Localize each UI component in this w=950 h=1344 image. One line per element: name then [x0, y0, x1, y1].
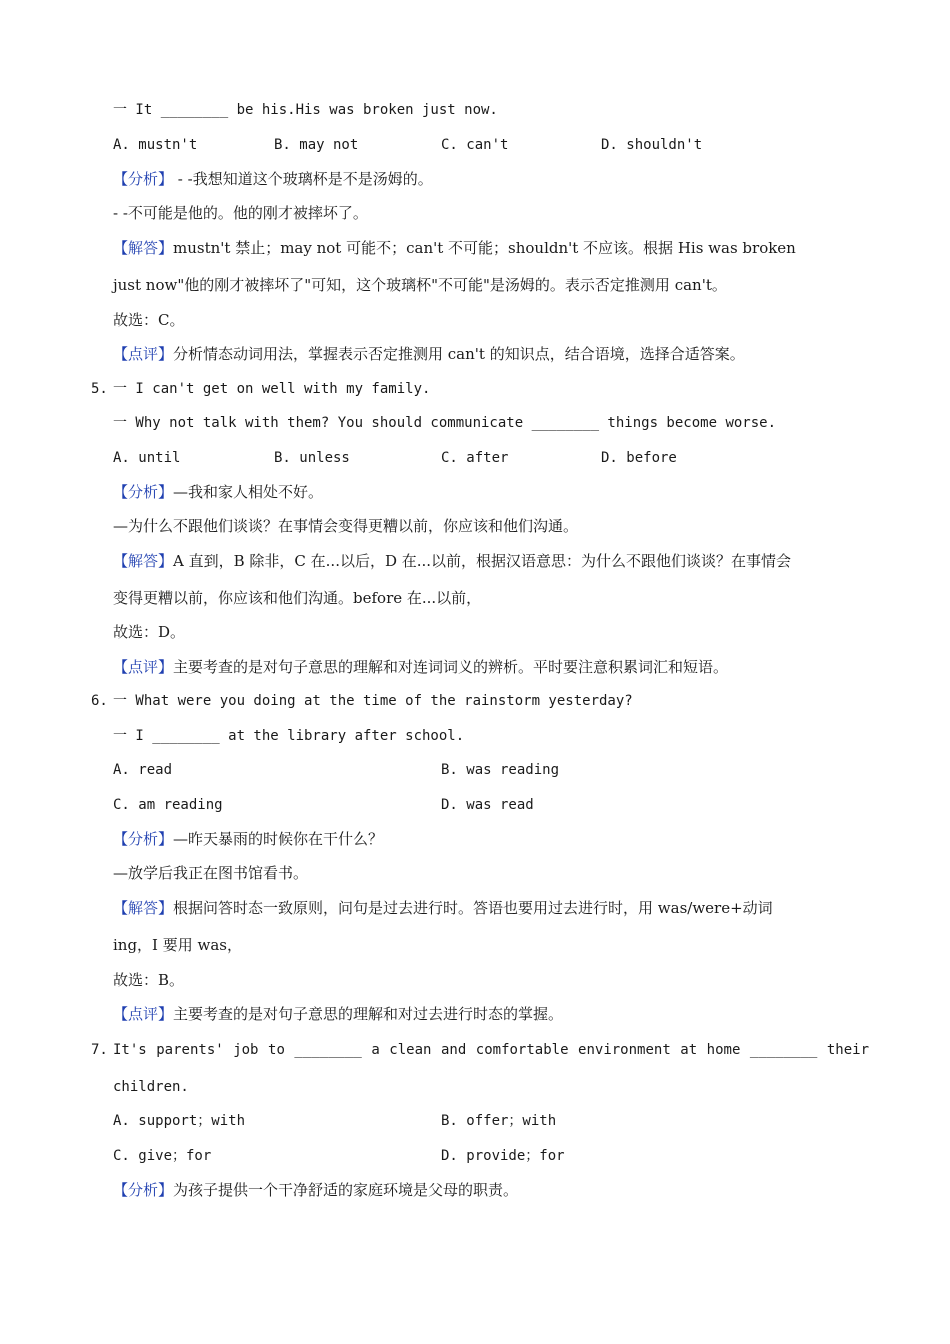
q5-option-d: D. before: [601, 450, 677, 466]
q4-answer: [113, 238, 796, 258]
q6-answer-text: 根据问答时态一致原则，问句是过去进行时。答语也要用过去进行时，用 was/were+动词: [173, 899, 773, 917]
q6-analysis-text: —昨天暴雨的时候你在干什么？: [173, 830, 384, 848]
q4-choose: 故选：C。: [113, 311, 185, 329]
q4-analysis-line2: - -不可能是他的。他的刚才被摔坏了。: [113, 204, 368, 222]
q6-option-d: D. was read: [441, 797, 534, 813]
q5-analysis-line2: —为什么不跟他们谈谈？在事情会变得更糟以前，你应该和他们沟通。: [113, 517, 579, 535]
answer-tag: 【解答】: [113, 239, 174, 257]
q5-comment-text: 主要考查的是对句子意思的理解和对连词词义的辨析。平时要注意积累词汇和短语。: [173, 658, 729, 676]
q5-option-b: B. unless: [274, 450, 350, 466]
q7-option-c: C. give；for: [113, 1148, 212, 1164]
q4-comment-text: 分析情态动词用法，掌握表示否定推测用 can't 的知识点，结合语境，选择合适答案。: [173, 345, 745, 363]
q4-option-a: A. mustn't: [113, 137, 198, 153]
q7-option-d: D. provide；for: [441, 1148, 565, 1164]
analysis-tag: 【分析】: [113, 830, 174, 848]
q7-analysis: [113, 1180, 518, 1200]
q6-analysis: [113, 829, 383, 849]
q5-choose: 故选：D。: [113, 623, 186, 641]
q5-analysis: [113, 482, 323, 502]
analysis-tag: 【分析】: [113, 483, 174, 501]
q4-analysis: [113, 169, 433, 189]
q4-stem-line: 一 It ________ be his.His was broken just now.: [113, 102, 498, 118]
q5-number: 5.: [91, 381, 108, 397]
q4-option-b: B. may not: [274, 137, 359, 153]
q6-analysis-line2: —放学后我正在图书馆看书。: [113, 864, 309, 882]
q4-option-d: D. shouldn't: [601, 137, 703, 153]
comment-tag: 【点评】: [113, 1005, 174, 1023]
q5-stem-line2: 一 Why not talk with them? You should communicate ________ things become worse.: [113, 415, 777, 431]
q5-answer-line2: 变得更糟以前，你应该和他们沟通。before 在...以前，: [113, 589, 482, 607]
q7-number: 7.: [91, 1042, 108, 1058]
q5-answer-text: A 直到，B 除非，C 在...以后，D 在...以前，根据汉语意思：为什么不跟他们谈谈？在事情会: [173, 552, 792, 570]
comment-tag: 【点评】: [113, 658, 174, 676]
q5-comment: [113, 657, 728, 677]
q6-number: 6.: [91, 693, 108, 709]
q6-option-a: A. read: [113, 762, 173, 778]
q6-comment: [113, 1004, 563, 1024]
q4-answer-text: mustn't 禁止；may not 可能不；can't 不可能；shouldn't 不应该。根据 His was broken: [173, 239, 796, 257]
q6-choose: 故选：B。: [113, 971, 185, 989]
comment-tag: 【点评】: [113, 345, 174, 363]
q7-option-b: B. offer；with: [441, 1113, 557, 1129]
q6-option-c: C. am reading: [113, 797, 223, 813]
q7-stem-line1: It's parents' job to ________ a clean and comfortable environment at home ________ their: [113, 1042, 869, 1058]
q5-option-c: C. after: [441, 450, 509, 466]
q6-option-b: B. was reading: [441, 762, 560, 778]
q7-stem-line2: children.: [113, 1079, 189, 1095]
q6-answer: [113, 898, 773, 918]
q6-stem-line2: 一 I ________ at the library after school.: [113, 728, 465, 744]
q5-stem-line1: 一 I can't get on well with my family.: [113, 381, 431, 397]
q6-stem-line1: 一 What were you doing at the time of the rainstorm yesterday?: [113, 693, 633, 709]
q4-answer-line2: just now"他的刚才被摔坏了"可知，这个玻璃杯"不可能"是汤姆的。表示否定推测用 can't。: [113, 276, 727, 294]
q4-comment: [113, 344, 745, 364]
analysis-tag: 【分析】: [113, 170, 174, 188]
q6-answer-line2: ing，I 要用 was，: [113, 936, 243, 954]
q5-option-a: A. until: [113, 450, 181, 466]
q6-comment-text: 主要考查的是对句子意思的理解和对过去进行时态的掌握。: [173, 1005, 564, 1023]
q4-analysis-text: - -我想知道这个玻璃杯是不是汤姆的。: [173, 170, 433, 188]
q7-option-a: A. support；with: [113, 1113, 246, 1129]
answer-tag: 【解答】: [113, 552, 174, 570]
q4-option-c: C. can't: [441, 137, 509, 153]
answer-tag: 【解答】: [113, 899, 174, 917]
q7-analysis-text: 为孩子提供一个干净舒适的家庭环境是父母的职责。: [173, 1181, 519, 1199]
q5-analysis-text: —我和家人相处不好。: [173, 483, 324, 501]
q5-answer: [113, 551, 791, 571]
analysis-tag: 【分析】: [113, 1181, 174, 1199]
